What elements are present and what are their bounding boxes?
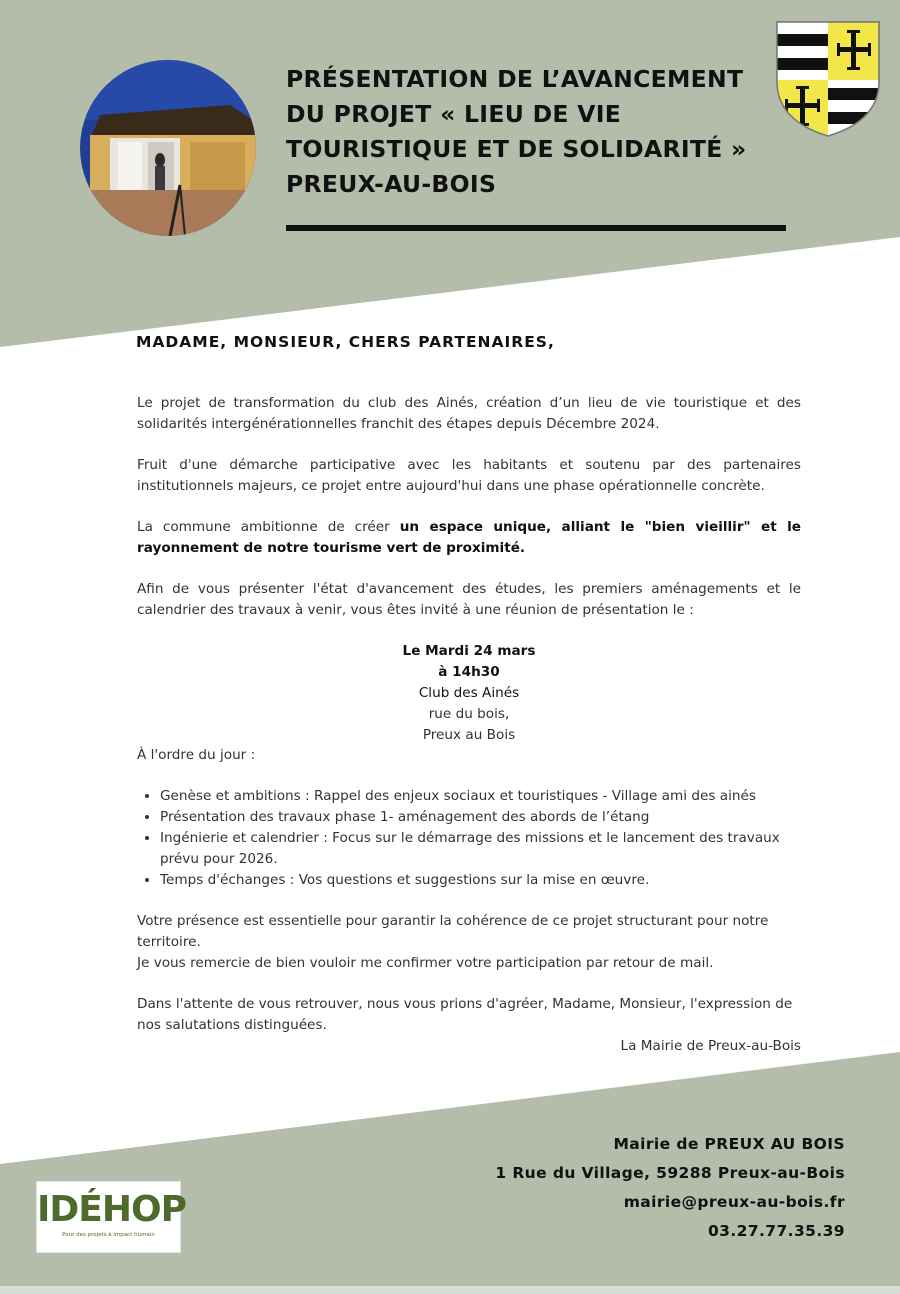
meeting-date: Le Mardi 24 mars (402, 643, 536, 659)
meeting-town: Preux au Bois (422, 727, 516, 743)
meeting-street: rue du bois, (428, 706, 510, 722)
document-title (286, 62, 766, 202)
title-line: DU PROJET « LIEU DE VIE (286, 100, 622, 128)
paragraph-presence (137, 911, 801, 974)
list-item: • Genèse et ambitions : Rappel des enjeux sociaux et touristiques - Village ami des ainés (160, 786, 820, 807)
footer-address: 1 Rue du Village, 59288 Preux-au-Bois (495, 1164, 845, 1182)
paragraph-text: Afin de vous présenter l'état d'avancement des études, les premiers aménagements et le calendrier des travaux à venir, vous êtes invité à une réunion de présentation le : (137, 581, 801, 618)
idehop-logo (36, 1181, 186, 1253)
meeting-place: Club des Ainés (418, 685, 520, 701)
list-item: • Temps d'échanges : Vos questions et suggestions sur la mise en œuvre. (160, 870, 820, 891)
logo-tagline: Pour des projets à impact humain (62, 1232, 155, 1238)
agenda-list (137, 786, 820, 891)
meeting-details (137, 641, 801, 746)
title-underline (286, 225, 786, 231)
meeting-time: à 14h30 (438, 664, 500, 680)
paragraph-ambition (137, 517, 801, 559)
logo-wordmark: IDÉHOP (37, 1189, 186, 1230)
footer-email-link[interactable]: mairie@preux-au-bois.fr (623, 1193, 845, 1211)
paragraph-participation (137, 455, 801, 497)
title-line: PREUX-AU-BOIS (286, 170, 497, 198)
ambition-intro: La commune ambitionne de créer (137, 519, 400, 535)
paragraph-text: Fruit d'une démarche participative avec les habitants et soutenu par des partenaires institutionnels majeurs, ce projet entre aujourd'hui dans une phase opérationnelle concrète. (137, 457, 801, 494)
signature: La Mairie de Preux-au-Bois (620, 1038, 801, 1054)
letter-greeting: MADAME, MONSIEUR, CHERS PARTENAIRES, (136, 333, 555, 351)
list-item: • Présentation des travaux phase 1- aménagement des abords de l’étang (160, 807, 820, 828)
title-line: TOURISTIQUE ET DE SOLIDARITÉ » (286, 135, 747, 163)
paragraph-invitation (137, 579, 801, 621)
ambition-highlight: un espace unique, alliant le "bien vieillir" et le rayonnement de notre tourisme vert de proximité. (137, 519, 802, 556)
agenda-title: À l'ordre du jour : (137, 747, 256, 763)
coat-of-arms-icon (775, 20, 881, 138)
header-photo (80, 60, 256, 236)
title-line: PRÉSENTATION DE L’AVANCEMENT (286, 65, 744, 93)
agenda-heading (137, 745, 801, 766)
paragraph-text: Dans l'attente de vous retrouver, nous vous prions d'agréer, Madame, Monsieur, l'expression de nos salutations distinguées. (137, 996, 793, 1033)
footer-org: Mairie de PREUX AU BOIS (613, 1135, 845, 1153)
paragraph-text: Le projet de transformation du club des Ainés, création d’un lieu de vie touristique et des solidarités intergénérationnelles franchit des étapes depuis Décembre 2024. (137, 395, 801, 432)
footer-phone: 03.27.77.35.39 (707, 1222, 845, 1240)
paragraph-intro (137, 393, 801, 435)
paragraph-text (137, 517, 801, 559)
paragraph-closing (137, 994, 801, 1036)
paragraph-text: Votre présence est essentielle pour garantir la cohérence de ce projet structurant pour notre territoire. (137, 913, 769, 950)
bottom-edge-strip (0, 1286, 900, 1294)
footer-contact (495, 1130, 845, 1246)
paragraph-text: Je vous remercie de bien vouloir me confirmer votre participation par retour de mail. (137, 955, 714, 971)
list-item: • Ingénierie et calendrier : Focus sur le démarrage des missions et le lancement des travaux prévu pour 2026. (160, 828, 820, 870)
